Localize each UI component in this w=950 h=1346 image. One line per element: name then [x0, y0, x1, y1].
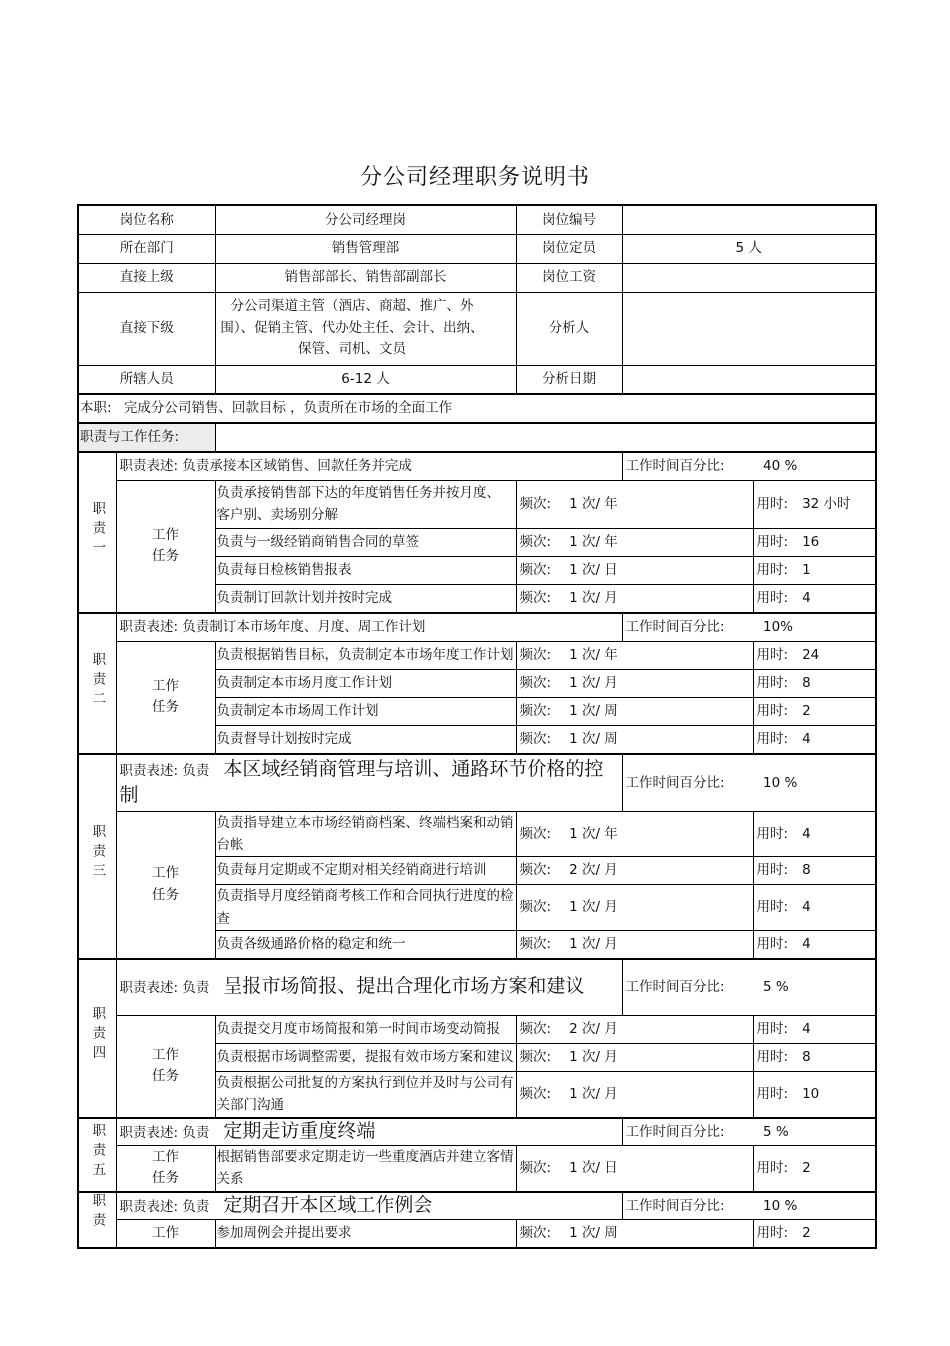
freq-label: 频次: — [519, 1225, 552, 1242]
time-pct-value: 5 % — [753, 1118, 876, 1146]
task-text: 负责提交月度市场简报和第一时间市场变动简报 — [215, 1016, 516, 1044]
time-label: 用时: — [756, 590, 789, 607]
time-value: 2 — [802, 1160, 811, 1177]
freq-value: 2 次/ 月 — [569, 862, 618, 879]
post-no-value — [622, 205, 876, 234]
task-time — [753, 480, 876, 528]
quota-value: 5 人 — [622, 234, 876, 263]
time-pct-label: 工作时间百分比: — [622, 452, 753, 480]
subordinate-label: 直接下级 — [78, 292, 215, 365]
time-label: 用时: — [756, 899, 789, 916]
wage-value — [622, 263, 876, 292]
task-text: 负责每月定期或不定期对相关经销商进行培训 — [215, 857, 516, 885]
freq-label: 频次: — [519, 561, 552, 578]
duties-body — [78, 452, 876, 1248]
task-text: 负责根据市场调整需要，提报有效市场方案和建议 — [215, 1044, 516, 1072]
task-frequency — [516, 1220, 753, 1248]
time-label: 用时: — [756, 1160, 789, 1177]
time-value: 8 — [802, 674, 811, 691]
freq-value: 1 次/ 月 — [569, 1086, 618, 1103]
task-frequency — [516, 1016, 753, 1044]
task-text: 负责每日检核销售报表 — [215, 556, 516, 584]
duty-name-cell — [78, 1192, 116, 1248]
time-label: 用时: — [756, 1086, 789, 1103]
task-row — [78, 480, 876, 528]
time-label: 用时: — [756, 1049, 789, 1066]
task-row — [78, 641, 876, 669]
task-row — [78, 1220, 876, 1248]
duty-name: 职责一 — [89, 500, 106, 560]
task-text: 负责指导建立本市场经销商档案、终端档案和动销台帐 — [215, 811, 516, 857]
duty-desc-cell — [116, 613, 622, 641]
task-text: 负责制订回款计划并按时完成 — [215, 584, 516, 613]
work-task-label: 工作 — [116, 1220, 215, 1248]
task-time — [753, 697, 876, 725]
duty-desc-row — [78, 452, 876, 480]
duty-desc-cell — [116, 1118, 622, 1146]
task-time — [753, 669, 876, 697]
duty-name-cell — [78, 1118, 116, 1192]
header-row — [78, 263, 876, 292]
freq-value: 1 次/ 月 — [569, 899, 618, 916]
time-label: 用时: — [756, 533, 789, 550]
duty-desc-row — [78, 1192, 876, 1220]
duty-desc-cell — [116, 452, 622, 480]
freq-value: 1 次/ 年 — [569, 495, 618, 512]
task-text: 参加周例会并提出要求 — [215, 1220, 516, 1248]
duty-desc-row — [78, 1118, 876, 1146]
task-time — [753, 725, 876, 754]
task-time — [753, 556, 876, 584]
work-task-label: 工作任务 — [116, 1146, 215, 1192]
duty-desc-row — [78, 754, 876, 811]
analyst-value — [622, 292, 876, 365]
duty-desc-cell — [116, 959, 622, 1016]
freq-label: 频次: — [519, 899, 552, 916]
freq-label: 频次: — [519, 1021, 552, 1038]
task-text: 负责根据销售目标，负责制定本市场年度工作计划 — [215, 641, 516, 669]
header-row — [78, 234, 876, 263]
freq-label: 频次: — [519, 646, 552, 663]
task-frequency — [516, 1146, 753, 1192]
duty-desc-row — [78, 959, 876, 1016]
dept-value: 销售管理部 — [215, 234, 516, 263]
post-name-value: 分公司经理岗 — [215, 205, 516, 234]
time-pct-label: 工作时间百分比: — [622, 613, 753, 641]
date-label: 分析日期 — [516, 365, 622, 394]
time-value: 10 — [802, 1086, 820, 1103]
task-frequency — [516, 528, 753, 556]
task-text: 负责根据公司批复的方案执行到位并及时与公司有关部门沟通 — [215, 1072, 516, 1118]
time-label: 用时: — [756, 702, 789, 719]
document-title: 分公司经理职务说明书 — [359, 165, 590, 190]
time-label: 用时: — [756, 731, 789, 748]
header-row — [78, 292, 876, 365]
task-frequency — [516, 480, 753, 528]
time-value: 1 — [802, 561, 811, 578]
task-frequency — [516, 857, 753, 885]
task-frequency — [516, 931, 753, 959]
duty-desc-text: 定期召开本区域工作例会 — [223, 1194, 433, 1217]
task-row — [78, 811, 876, 857]
work-task-label: 工作任务 — [116, 641, 215, 754]
post-name-label: 岗位名称 — [78, 205, 215, 234]
freq-value: 1 次/ 日 — [569, 561, 618, 578]
freq-label: 频次: — [519, 590, 552, 607]
work-task-label: 工作任务 — [116, 480, 215, 613]
subordinate-value: 分公司渠道主管（酒店、商超、推广、外围）、促销主管、代办处主任、会计、出纳、保管、司机、文员 — [215, 292, 516, 365]
freq-label: 频次: — [519, 731, 552, 748]
task-frequency — [516, 584, 753, 613]
task-time — [753, 885, 876, 931]
freq-value: 2 次/ 月 — [569, 1021, 618, 1038]
freq-value: 1 次/ 月 — [569, 1049, 618, 1066]
freq-label: 频次: — [519, 702, 552, 719]
time-value: 8 — [802, 1049, 811, 1066]
time-value: 32 小时 — [802, 495, 851, 512]
task-frequency — [516, 811, 753, 857]
header-row — [78, 205, 876, 234]
work-task-label: 工作任务 — [116, 811, 215, 959]
time-pct-value: 10 % — [753, 1192, 876, 1220]
post-no-label: 岗位编号 — [516, 205, 622, 234]
staff-label: 所辖人员 — [78, 365, 215, 394]
task-time — [753, 931, 876, 959]
duty-desc-row — [78, 613, 876, 641]
tasks-label: 职责与工作任务: — [78, 423, 215, 452]
freq-value: 1 次/ 月 — [569, 674, 618, 691]
freq-label: 频次: — [519, 1086, 552, 1103]
tasks-label-blank — [215, 423, 876, 452]
work-task-label: 工作任务 — [116, 1016, 215, 1118]
freq-value: 1 次/ 周 — [569, 702, 618, 719]
task-time — [753, 528, 876, 556]
task-frequency — [516, 641, 753, 669]
task-time — [753, 641, 876, 669]
date-value — [622, 365, 876, 394]
freq-value: 1 次/ 月 — [569, 936, 618, 953]
task-text: 根据销售部要求定期走访一些重度酒店并建立客情关系 — [215, 1146, 516, 1192]
superior-value: 销售部部长、销售部副部长 — [215, 263, 516, 292]
task-frequency — [516, 669, 753, 697]
freq-label: 频次: — [519, 1049, 552, 1066]
time-value: 4 — [802, 731, 811, 748]
time-value: 8 — [802, 862, 811, 879]
task-time — [753, 1044, 876, 1072]
task-text: 负责各级通路价格的稳定和统一 — [215, 931, 516, 959]
duty-main-text: 完成分公司销售、回款目标 ，负责所在市场的全面工作 — [123, 400, 453, 417]
time-label: 用时: — [756, 1021, 789, 1038]
duty-desc-prefix: 职责表述: 负责 — [119, 458, 210, 475]
duty-name: 职责二 — [89, 651, 106, 711]
task-row — [78, 1016, 876, 1044]
duty-name-cell — [78, 452, 116, 613]
task-text: 负责承接销售部下达的年度销售任务并按月度、 客户别、卖场别分解 — [215, 480, 516, 528]
task-text: 负责督导计划按时完成 — [215, 725, 516, 754]
job-description-table — [77, 204, 877, 1249]
freq-value: 1 次/ 年 — [569, 825, 618, 842]
time-pct-label: 工作时间百分比: — [622, 959, 753, 1016]
task-time — [753, 857, 876, 885]
freq-label: 频次: — [519, 862, 552, 879]
time-value: 4 — [802, 590, 811, 607]
task-frequency — [516, 697, 753, 725]
task-time — [753, 1220, 876, 1248]
time-pct-value: 5 % — [753, 959, 876, 1016]
task-time — [753, 584, 876, 613]
task-text: 负责制定本市场周工作计划 — [215, 697, 516, 725]
time-label: 用时: — [756, 1225, 789, 1242]
duty-main-label: 本职: — [80, 400, 112, 417]
dept-label: 所在部门 — [78, 234, 215, 263]
task-text: 负责指导月度经销商考核工作和合同执行进度的检查 — [215, 885, 516, 931]
quota-label: 岗位定员 — [516, 234, 622, 263]
time-pct-label: 工作时间百分比: — [622, 1192, 753, 1220]
duty-desc-prefix: 职责表述: 负责 — [119, 1199, 210, 1216]
freq-value: 1 次/ 年 — [569, 646, 618, 663]
task-frequency — [516, 1072, 753, 1118]
tasks-header-row — [78, 423, 876, 452]
duty-name: 职责五 — [89, 1122, 106, 1182]
freq-label: 频次: — [519, 674, 552, 691]
freq-value: 1 次/ 周 — [569, 1225, 618, 1242]
duty-name-cell — [78, 754, 116, 959]
duty-name: 职责 — [89, 1192, 106, 1232]
task-text: 负责与一级经销商销售合同的草签 — [215, 528, 516, 556]
task-time — [753, 1146, 876, 1192]
freq-label: 频次: — [519, 533, 552, 550]
duty-desc-text: 呈报市场简报、提出合理化市场方案和建议 — [223, 975, 585, 998]
time-label: 用时: — [756, 825, 789, 842]
time-label: 用时: — [756, 495, 789, 512]
duty-name-cell — [78, 959, 116, 1118]
task-time — [753, 1072, 876, 1118]
task-row — [78, 1146, 876, 1192]
duty-desc-prefix: 职责表述: 负责 — [119, 619, 210, 636]
time-label: 用时: — [756, 862, 789, 879]
time-label: 用时: — [756, 674, 789, 691]
time-label: 用时: — [756, 646, 789, 663]
task-frequency — [516, 1044, 753, 1072]
time-value: 4 — [802, 899, 811, 916]
superior-label: 直接上级 — [78, 263, 215, 292]
time-value: 4 — [802, 825, 811, 842]
freq-value: 1 次/ 日 — [569, 1160, 618, 1177]
time-label: 用时: — [756, 561, 789, 578]
staff-value: 6-12 人 — [215, 365, 516, 394]
task-frequency — [516, 885, 753, 931]
duty-main-row — [78, 394, 876, 423]
time-value: 2 — [802, 702, 811, 719]
duty-desc-text: 本区域经销商管理与培训、通路环节价格的控制 — [119, 758, 604, 806]
task-time — [753, 811, 876, 857]
freq-label: 频次: — [519, 825, 552, 842]
time-pct-value: 10% — [753, 613, 876, 641]
duty-desc-text: 定期走访重度终端 — [223, 1119, 376, 1142]
time-value: 4 — [802, 1021, 811, 1038]
task-frequency — [516, 725, 753, 754]
duty-desc-text: 承接本区域销售、回款任务并完成 — [209, 458, 412, 475]
freq-value: 1 次/ 年 — [569, 533, 618, 550]
duty-desc-text: 制订本市场年度、月度、周工作计划 — [209, 619, 426, 636]
duty-desc-prefix: 职责表述: 负责 — [119, 980, 210, 997]
task-time — [753, 1016, 876, 1044]
analyst-label: 分析人 — [516, 292, 622, 365]
time-value: 4 — [802, 936, 811, 953]
freq-value: 1 次/ 周 — [569, 731, 618, 748]
freq-label: 频次: — [519, 495, 552, 512]
duty-desc-cell — [116, 1192, 622, 1220]
duty-desc-cell — [116, 754, 622, 811]
task-text: 负责制定本市场月度工作计划 — [215, 669, 516, 697]
freq-label: 频次: — [519, 936, 552, 953]
time-pct-label: 工作时间百分比: — [622, 754, 753, 811]
freq-value: 1 次/ 月 — [569, 590, 618, 607]
time-pct-value: 40 % — [753, 452, 876, 480]
time-pct-value: 10 % — [753, 754, 876, 811]
time-value: 2 — [802, 1225, 811, 1242]
duty-desc-prefix: 职责表述: 负责 — [119, 763, 210, 780]
time-label: 用时: — [756, 936, 789, 953]
duty-name-cell — [78, 613, 116, 754]
time-pct-label: 工作时间百分比: — [622, 1118, 753, 1146]
duty-name: 职责三 — [89, 824, 106, 883]
time-value: 16 — [802, 533, 820, 550]
task-frequency — [516, 556, 753, 584]
header-row — [78, 365, 876, 394]
wage-label: 岗位工资 — [516, 263, 622, 292]
duty-name: 职责四 — [89, 1006, 106, 1065]
freq-label: 频次: — [519, 1160, 552, 1177]
duty-desc-prefix: 职责表述: 负责 — [119, 1124, 210, 1141]
time-value: 24 — [802, 646, 820, 663]
